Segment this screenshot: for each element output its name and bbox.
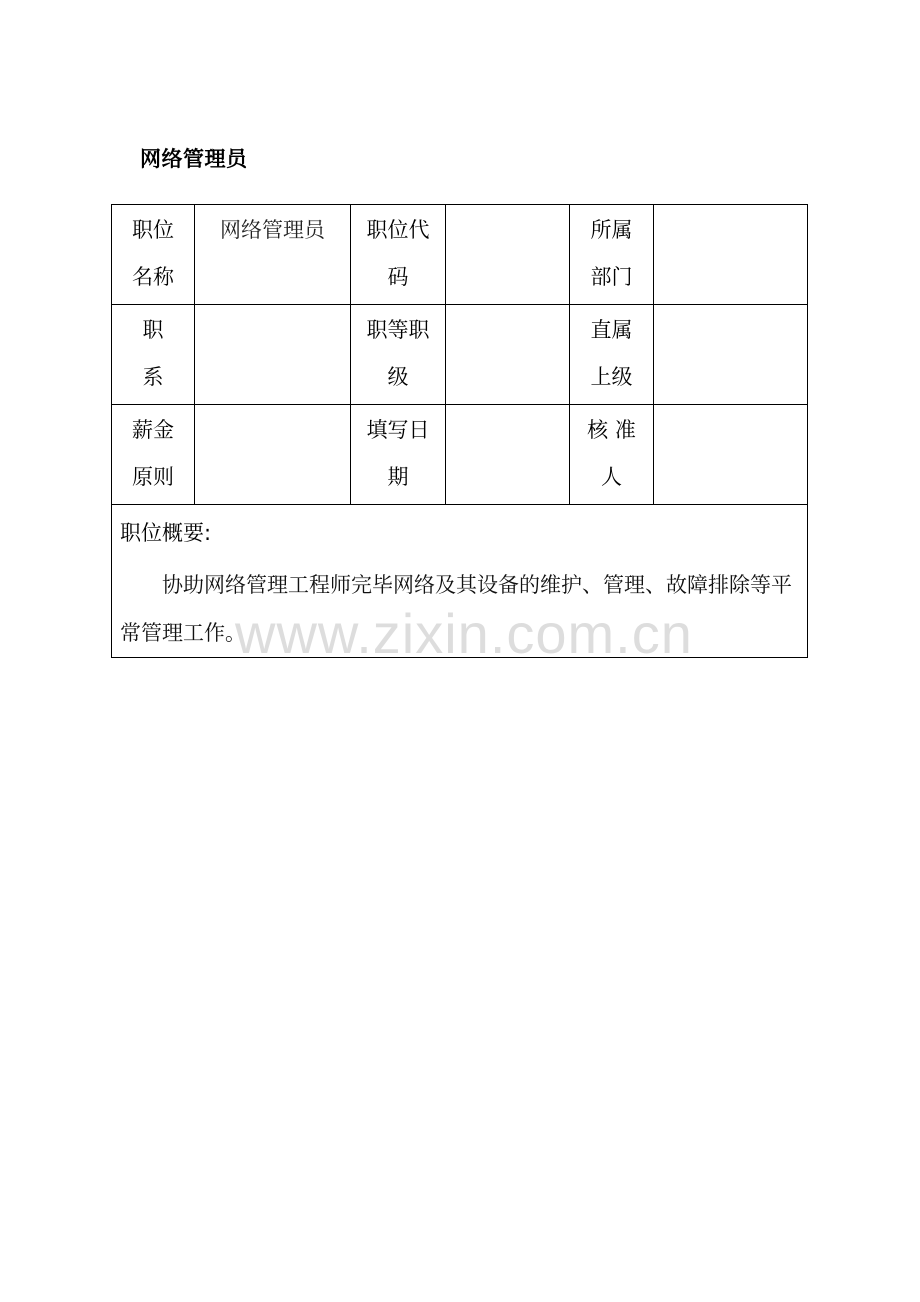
value-cell-salary-principle[interactable] [195, 405, 351, 505]
value-cell-approver[interactable] [654, 405, 808, 505]
value-cell-direct-supervisor[interactable] [654, 305, 808, 405]
label-cell-department: 所属 部门 [570, 205, 654, 305]
table-row [112, 205, 808, 305]
value-cell-job-family[interactable] [195, 305, 351, 405]
label-cell-job-family: 职 系 [112, 305, 195, 405]
value-cell-fill-date[interactable] [446, 405, 570, 505]
value-cell-position-code[interactable] [446, 205, 570, 305]
summary-label: 职位概要: [120, 521, 212, 545]
value-cell-position-name[interactable]: 网络管理员 [195, 205, 351, 305]
table-row [112, 305, 808, 405]
label-cell-fill-date: 填写日 期 [351, 405, 446, 505]
watermark: www.zixin.com.cn [235, 602, 693, 665]
value-cell-department[interactable] [654, 205, 808, 305]
label-cell-position-name: 职位 名称 [112, 205, 195, 305]
label-cell-approver: 核 准 人 [570, 405, 654, 505]
table-row [112, 405, 808, 505]
summary-text: 协助网络管理工程师完毕网络及其设备的维护、管理、故障排除等平常管理工作。 [120, 573, 792, 645]
label-cell-direct-supervisor: 直属 上级 [570, 305, 654, 405]
value-cell-job-grade[interactable] [446, 305, 570, 405]
table-row [112, 505, 808, 658]
page-title: 网络管理员 [140, 147, 248, 171]
label-cell-position-code: 职位代 码 [351, 205, 446, 305]
job-info-table [111, 204, 808, 658]
summary-cell [112, 505, 808, 658]
label-cell-job-grade: 职等职 级 [351, 305, 446, 405]
label-cell-salary-principle: 薪金 原则 [112, 405, 195, 505]
